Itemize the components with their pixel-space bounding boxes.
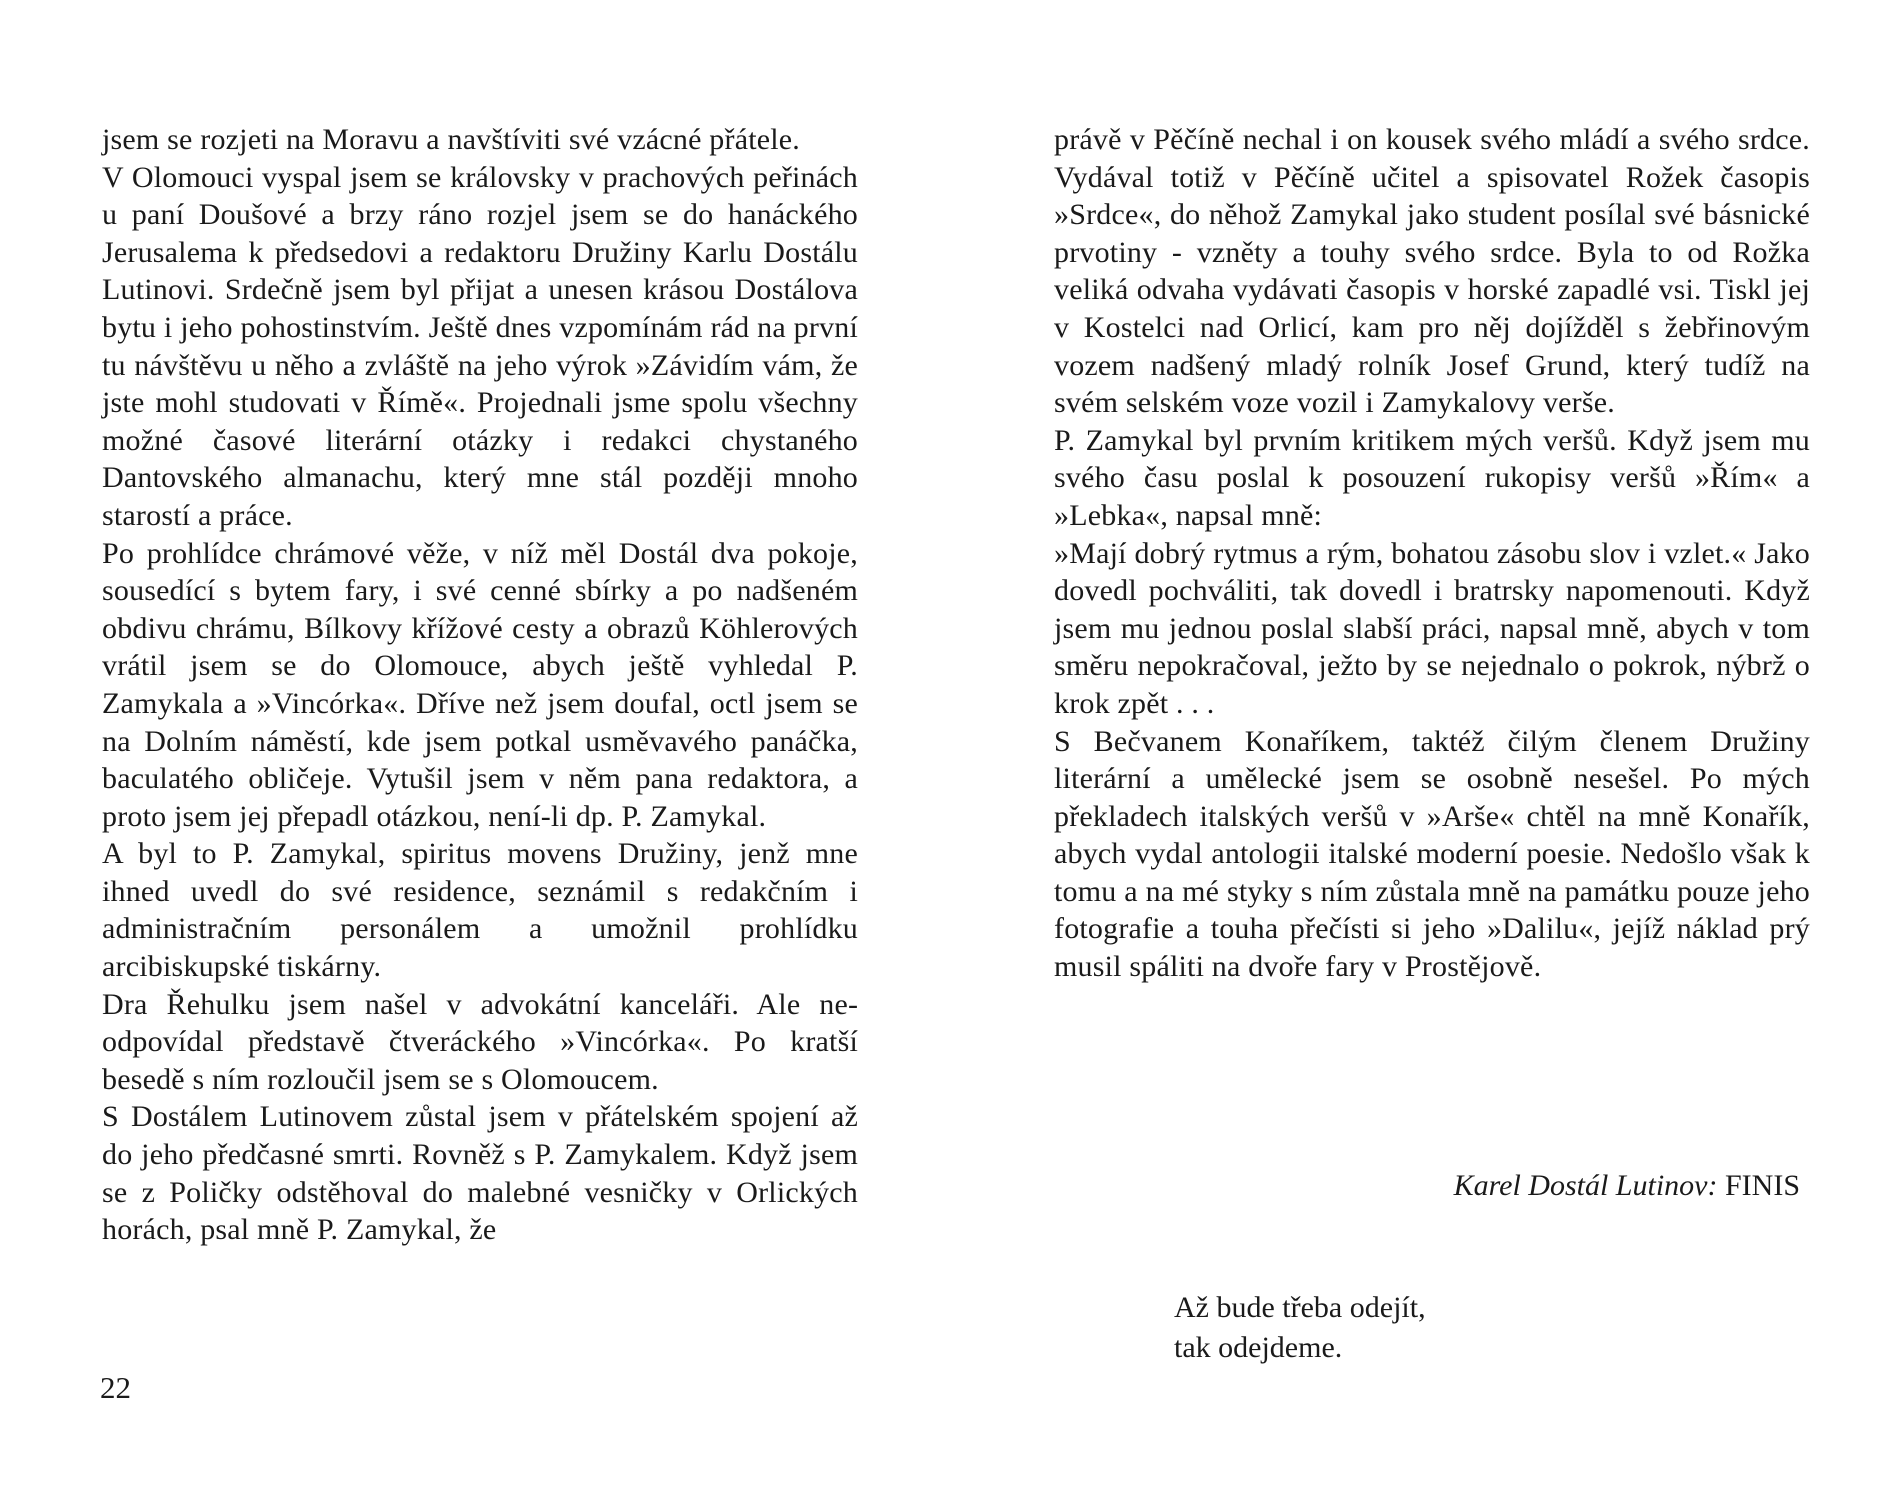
epigraph-line: tak odejdeme. — [1174, 1331, 1343, 1364]
left-page-text — [102, 121, 858, 1249]
paragraph: S Bečvanem Konaříkem, taktéž čilým členem Družiny literární a umělecké jsem se osobně nesešel. Po mých překladech italských veršů v »Arše« chtěl na mně Konařík, abych vydal antologii italské moderní poesie. Nedošlo však k tomu a na mé styky s ním zůstala mně na památku pouze jeho fotografie a touha přečísti si jeho »Dalilu«, jejíž náklad prý musil spáliti na dvoře fary v Prostějově. — [1054, 724, 1810, 984]
paragraph: Po prohlídce chrámové věže, v níž měl Dostál dva pokoje, sousedící s bytem fary, i své cenné sbírky a po nadšeném obdivu chrámu, Bílkovy křížové cesty a obrazů Köhlerových vrátil jsem se do Olomouce, abych ještě vyhledal P. Zamykala a »Vincórka«. Dříve než jsem doufal, octl jsem se na Dolním náměstí, kde jsem potkal usměvavého panáčka, baculatého obličeje. Vytušil jsem v něm pana redaktora, a proto jsem jej přepadl otázkou, není-li dp. P. Zamykal. — [102, 536, 858, 833]
paragraph: A byl to P. Zamykal, spiritus movens Družiny, jenž mne ihned uvedl do své residence, seznámil s redakčním i administračním personálem a umožnil prohlídku arcibiskupské tiskárny. — [102, 837, 858, 984]
right-page-text — [1054, 121, 1810, 986]
paragraph: právě v Pěčíně nechal i on kousek svého mládí a svého srdce. Vydával totiž v Pěčíně učitel a spisovatel Rožek časopis »Srdce«, do něhož Zamykal jako student posílal své básnické prvotiny - vzněty a touhy svého srdce. Byla to od Rožka veliká odvaha vydávati časopis v horské zapadlé vsi. Tiskl jej v Kostelci nad Orlicí, kam pro něj dojížděl s žebřinovým vozem nadšený mladý rolník Josef Grund, který tudíž na svém selském voze vozil i Zamykalovy verše. — [1054, 123, 1810, 420]
signature-title: FINIS — [1724, 1169, 1800, 1202]
epigraph — [1174, 1288, 1426, 1368]
paragraph: P. Zamykal byl prvním kritikem mých veršů. Když jsem mu svého času poslal k posouzení rukopisy veršů »Řím« a »Lebka«, napsal mně: — [1054, 423, 1810, 532]
signature-author: Karel Dostál Lutinov: — [1453, 1169, 1718, 1202]
paragraph: Dra Řehulku jsem našel v advokátní kanceláři. Ale neodpovídal představě čtveráckého »Vincórka«. Po kratší besedě s ním rozloučil jsem se s Olomoucem. — [102, 987, 858, 1096]
paragraph: »Mají dobrý rytmus a rým, bohatou zásobu slov i vzlet.« Jako dovedl pochváliti, tak dovedl i bratrsky napomenouti. Když jsem mu jednou poslal slabší práci, napsal mně, abych v tom směru nepokračoval, ježto by se nejednalo o pokrok, nýbrž o krok zpět . . . — [1054, 536, 1810, 720]
paragraph: S Dostálem Lutinovem zůstal jsem v přátelském spojení až do jeho předčasné smrti. Rovněž s P. Zamykalem. Když jsem se z Poličky odstěhoval do malebné vesničky v Orlických horách, psal mně P. Zamykal, že — [102, 1100, 858, 1247]
paragraph: jsem se rozjeti na Moravu a navštíviti své vzácné přátele. — [102, 123, 801, 156]
signature — [1454, 1166, 1800, 1206]
page-number: 22 — [100, 1370, 131, 1405]
epigraph-line: Až bude třeba odejít, — [1174, 1291, 1426, 1324]
right-page — [948, 0, 1896, 1500]
paragraph: V Olomouci vyspal jsem se královsky v prachových peřinách u paní Doušové a brzy ráno rozjel jsem se do hanáckého Jerusalema k předsedovi a redaktoru Družiny Karlu Dostálu Lutinovi. Srdečně jsem byl přijat a unesen krásou Dostálova bytu i jeho pohostinstvím. Ještě dnes vzpomínám rád na první tu návštěvu u něho a zvláště na jeho výrok »Závidím vám, že jste mohl studovati v Římě«. Projednali jsme spolu všechny možné časové literární otázky i redakci chystaného Dantovského almanachu, který mne stál později mnoho starostí a práce. — [102, 160, 858, 532]
